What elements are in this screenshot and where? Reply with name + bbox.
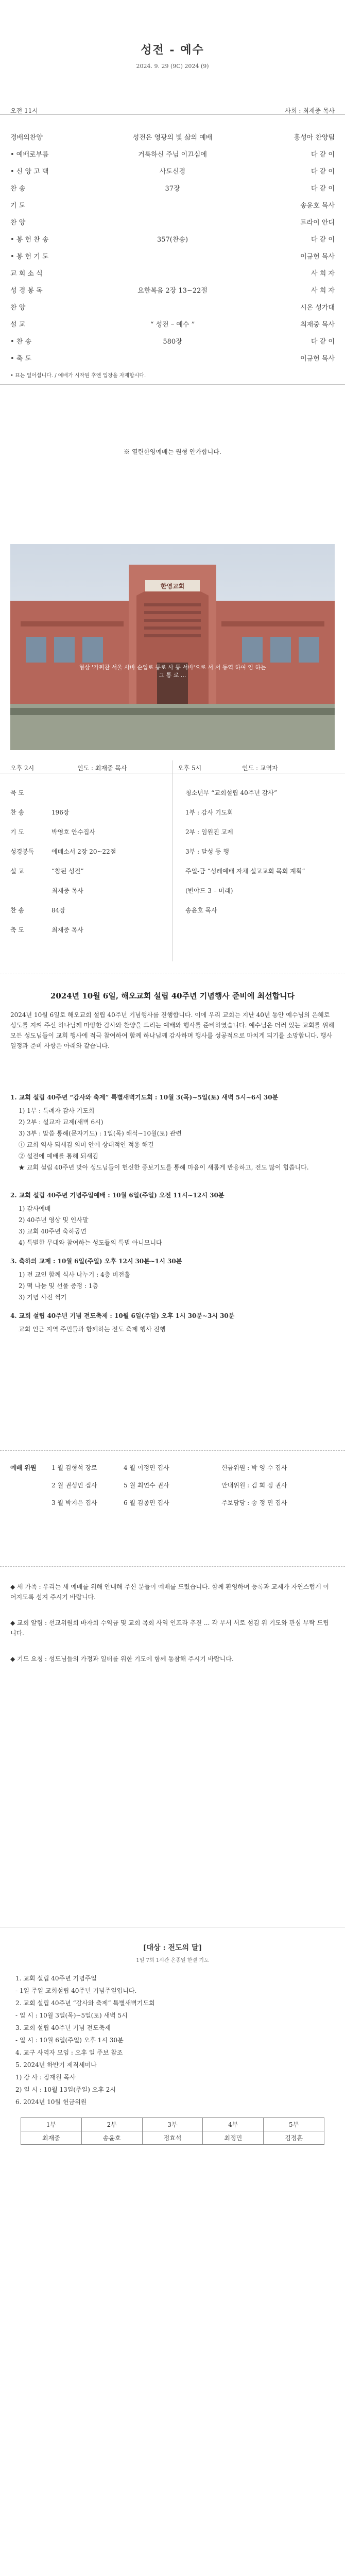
- schedule-right-value: 2부 : 임원진 교제: [185, 828, 233, 836]
- prayer-title: [대상 : 전도의 달]: [143, 1944, 202, 1952]
- offering-table-head-cell: 4부: [203, 2118, 264, 2131]
- service-row-content: “ 성전 – 예수 ”: [150, 321, 195, 329]
- service-row: [10, 350, 335, 365]
- service-row-leader: 트라이 안디: [300, 219, 335, 227]
- service-row-content: 580장: [163, 338, 182, 346]
- service-row-leader: 다 같 이: [311, 168, 335, 176]
- schedule-left-value: 최재중 목사: [51, 926, 83, 934]
- notice-item-line: 1) 감사예배: [19, 1205, 51, 1212]
- service-row-label: • 봉 헌 찬 송: [10, 236, 49, 244]
- offering-table-head-cell: 3부: [142, 2118, 203, 2131]
- service-row: [10, 129, 335, 144]
- schedule-left-label: 축 도: [10, 926, 24, 934]
- schedule-right-value: 송윤호 목사: [185, 907, 217, 914]
- notice-item-line: 2) 2부 : 설교자 교제(새벽 6시): [19, 1118, 104, 1126]
- service-row-leader: 다 같 이: [311, 236, 335, 244]
- schedule-right-value: 청소년부 “교회설립 40주년 감사”: [185, 789, 278, 796]
- service-row: [10, 214, 335, 229]
- service-row-leader: 사 회 자: [311, 270, 335, 278]
- page-title: 성전 - 예수: [141, 43, 204, 57]
- schedule-left-label: 찬 송: [10, 809, 24, 816]
- offering-table-cell: 송윤호: [81, 2131, 142, 2145]
- service-host-label: 사회 : 최재중 목사: [285, 107, 335, 114]
- notice-intro: 2024년 10월 6일로 해오교회 설립 40주년 기념행사를 진행합니다. 이에 우리 교회는 지난 40년 동안 예수님의 은혜로 성도를 지켜 주신 하나님께 마땅한 감사와 찬양을 드리는 예배와 행사를 준비하였습니다. 예수님은 더러 있는 교회를 위해 모든 성도님들이 교회 행사에 적극 참여하여 함께 하나님께 감사하며 행사를 성공적으로 마치게 되기를 소망합니다. 행사 일정과 준비 사항은 아래와 같습니다.: [10, 1011, 335, 1049]
- notice-item-title: 1. 교회 설립 40주년 “감사와 축제” 특별새벽기도회 : 10월 3(목)~5일(토) 새벽 5시~6시 30분: [10, 1094, 279, 1101]
- schedule-left-label: 성경봉독: [10, 848, 34, 855]
- offering-table-cell: 최정민: [203, 2131, 264, 2145]
- service-row: [10, 146, 335, 161]
- notice-item-line: 1) 전 교인 함께 식사 나누기 : 4층 비전홀: [19, 1271, 130, 1278]
- offering-table-head-cell: 2부: [81, 2118, 142, 2131]
- prayer-item: 3. 교회 설립 40주년 기념 전도축제: [15, 2024, 111, 2031]
- notice-item-line: 3) 교회 40주년 축하공연: [19, 1228, 87, 1235]
- service-row-leader: 최재중 목사: [300, 321, 335, 329]
- service-row-content: 357(찬송): [157, 236, 188, 244]
- prayer-item: - 일 시 : 10월 6일(주일) 오후 1시 30분: [15, 2037, 124, 2044]
- news-item: ◆ 교회 알림 : 선교위원회 바자회 수익금 및 교회 목회 사역 인프라 추진 ... 각 부서 서로 섬김 위 기도와 관심 부탁 드립니다.: [10, 1619, 329, 1637]
- schedule-left-label: 기 도: [10, 828, 24, 836]
- offering-table-cell: 김정훈: [264, 2131, 324, 2145]
- service-row-content: 사도신경: [159, 168, 186, 176]
- service-row-label: 기 도: [10, 202, 26, 210]
- schedule-left-value: 최재중 목사: [51, 887, 83, 894]
- prayer-item: 4. 교구 사역자 모임 : 오후 일 주보 참조: [15, 2049, 123, 2056]
- service-row-label: 찬 송: [10, 185, 26, 193]
- servers-top-rule: [0, 1450, 345, 1451]
- service-row: [10, 163, 335, 178]
- servers-item: 3 월 박지은 집사: [51, 1499, 97, 1506]
- prayer-item: 5. 2024년 하반기 제직세미나: [15, 2061, 97, 2069]
- service-row: [10, 282, 335, 297]
- service-row-leader: 송윤호 목사: [300, 202, 335, 210]
- service-row-leader: 홍성아 찬양팀: [294, 134, 335, 142]
- prayer-item: 1. 교회 설립 40주년 기념주일: [15, 1975, 97, 1982]
- news-top-rule: [0, 1566, 345, 1567]
- service-row: [10, 333, 335, 348]
- church-building-illustration: [10, 544, 335, 750]
- servers-item: 주보담당 : 송 정 민 집사: [221, 1499, 287, 1506]
- service-row-label: • 봉 헌 기 도: [10, 253, 49, 261]
- schedule-right-value: 1부 : 감사 기도회: [185, 809, 233, 816]
- service-bottom-rule: [0, 384, 345, 385]
- service-row: [10, 231, 335, 246]
- notice-item-title: 4. 교회 설립 40주년 기념 전도축제 : 10월 6일(주일) 오후 1시 30분~3시 30분: [10, 1312, 235, 1319]
- service-row-label: 찬 양: [10, 219, 26, 227]
- service-row-leader: 사 회 자: [311, 287, 335, 295]
- service-row: [10, 265, 335, 280]
- service-row-content: 거룩하신 주님 이끄심에: [138, 151, 207, 159]
- date-line: 2024. 9. 29 (9C) 2024 (9): [136, 63, 209, 70]
- prayer-item: - 1일 주일 교회설립 40주년 기념주일입니다.: [15, 1987, 137, 1994]
- prayer-item: 2) 일 시 : 10월 13일(주일) 오후 2시: [15, 2086, 116, 2093]
- notice-item-line: 교회 인근 지역 주민들과 함께하는 전도 축제 행사 진행: [19, 1326, 166, 1333]
- prayer-item: 2. 교회 설립 40주년 “감사와 축제” 특별새벽기도회: [15, 1999, 155, 2007]
- offering-table: [21, 2117, 324, 2145]
- schedule-right-leader: 인도 : 교역자: [242, 765, 278, 772]
- service-note: • 표는 일어섭니다. / 예배가 시작된 후엔 입장을 자제합시다.: [10, 373, 146, 379]
- service-row-label: • 예배로부름: [10, 151, 49, 159]
- church-photo: [10, 544, 335, 750]
- service-row-content: 37장: [165, 185, 180, 193]
- schedule-left-leader: 인도 : 최재중 목사: [77, 765, 127, 772]
- service-time-label: 오전 11시: [10, 107, 38, 114]
- schedule-left-value: 박영호 안수집사: [51, 828, 95, 836]
- servers-item: 2 월 권성민 집사: [51, 1482, 97, 1489]
- notice-item-line: 1) 1부 : 특례자 감사 기도회: [19, 1107, 95, 1114]
- service-row: [10, 180, 335, 195]
- prayer-item: 1) 강 사 : 장재원 목사: [15, 2074, 76, 2081]
- news-item: ◆ 새 가족 : 우리는 새 예배를 위해 안내해 주신 분들이 예배를 드렸습니다. 함께 환영하며 등록과 교제가 자연스럽게 이어지도록 섬겨 주시기 바랍니다.: [10, 1583, 329, 1601]
- service-row-label: 찬 양: [10, 304, 26, 312]
- notice-item-line: ① 교회 역사 되새김 의미 안에 상대적인 적용 해결: [19, 1141, 154, 1148]
- service-row-label: 설 교: [10, 321, 26, 329]
- schedule-left-time: 오후 2시: [10, 765, 34, 772]
- service-row: [10, 299, 335, 314]
- service-row: [10, 197, 335, 212]
- service-row: [10, 248, 335, 263]
- schedule-left-value: 84장: [51, 907, 65, 914]
- notice-title: 2024년 10월 6일, 해오교회 설립 40주년 기념행사 준비에 최선합니다: [50, 991, 295, 1001]
- servers-item: 1 월 김형석 장로: [51, 1464, 97, 1471]
- service-row-leader: 이규헌 목사: [300, 253, 335, 261]
- prayer-item: - 일 시 : 10월 3일(목)~5일(토) 새벽 5시: [15, 2012, 128, 2019]
- notice-item-line: 4) 특별한 무대와 참여하는 성도들의 특별 아니므니다: [19, 1239, 162, 1246]
- schedule-right-time: 오후 5시: [178, 765, 202, 772]
- news-item: ◆ 기도 요청 : 성도님들의 가정과 일터를 위한 기도에 함께 동참해 주시기 바랍니다.: [10, 1655, 234, 1663]
- church-sign: 한영교회: [160, 583, 185, 590]
- servers-item: 5 월 최연수 권사: [124, 1482, 169, 1489]
- offering-table-head-cell: 5부: [264, 2118, 324, 2131]
- servers-item: 헌금위원 : 박 영 수 집사: [221, 1464, 287, 1471]
- service-row-leader: 이규헌 목사: [300, 355, 335, 363]
- service-row-label: 경배의찬양: [10, 134, 43, 142]
- service-row-content: 요한복음 2장 13~22절: [137, 287, 208, 295]
- notice-item-line: 2) 떡 나눔 및 선물 증정 : 1층: [19, 1282, 99, 1290]
- schedule-left-value: 196장: [51, 809, 70, 816]
- notice-item-line: 3) 기념 사진 찍기: [19, 1294, 67, 1301]
- servers-item: 안내위원 : 김 희 정 권사: [221, 1482, 287, 1489]
- service-row-leader: 시온 성가대: [300, 304, 335, 312]
- service-row: [10, 316, 335, 331]
- servers-item: 4 월 이정민 집사: [124, 1464, 169, 1471]
- schedule-right-value: 주일-금 “성례예배 자체 설교교회 목회 계획”: [185, 868, 305, 875]
- schedule-left-label: 찬 송: [10, 907, 24, 914]
- announcement-banner: ※ 열린한영예배는 원형 안가합니다.: [124, 448, 221, 455]
- schedule-left-label: 설 교: [10, 868, 24, 875]
- notice-item-line: ★ 교회 설립 40주년 맞아 성도님들이 헌신한 중보기도를 통해 마음이 새롭게 반응하고, 전도 많이 힘씁니다.: [19, 1164, 309, 1171]
- service-row-content: 성전은 영광의 빛 삶의 예배: [132, 134, 213, 142]
- notice-item-line: ② 설전에 예배를 통해 되새김: [19, 1153, 98, 1160]
- notice-item-line: 3) 3부 : 말씀 통해(문자기도) : 1일(목) 해석~10월(토) 관련: [19, 1130, 182, 1137]
- service-row-label: 성 경 봉 독: [10, 287, 43, 295]
- photo-caption: 형상 '가쩌찬 서울 사바 순입로 통로 사 통 서바'으로 서 서 동역 하여 임 하는 그 통 로 ...: [79, 664, 266, 679]
- offering-table-cell: 정효석: [142, 2131, 203, 2145]
- service-row-leader: 다 같 이: [311, 185, 335, 193]
- servers-label: 예배 위원: [10, 1464, 37, 1471]
- schedule-left-label: 묵 도: [10, 789, 24, 796]
- service-row-label: • 찬 송: [10, 338, 32, 346]
- offering-table-header: [21, 2118, 324, 2131]
- offering-table-cell: 최재중: [21, 2131, 82, 2145]
- servers-item: 6 월 김종민 집사: [124, 1499, 169, 1506]
- service-row-leader: 다 같 이: [311, 338, 335, 346]
- notice-item-line: 2) 40주년 영상 및 인사말: [19, 1216, 89, 1224]
- schedule-left-value: “참된 성전”: [51, 868, 84, 875]
- service-row-label: • 축 도: [10, 355, 32, 363]
- notice-item-title: 2. 교회 설립 40주년 기념주일예배 : 10월 6일(주일) 오전 11시~12시 30분: [10, 1192, 225, 1199]
- schedule-left-value: 에베소서 2장 20~22절: [51, 848, 116, 855]
- prayer-item: 6. 2024년 10월 헌금위원: [15, 2098, 87, 2106]
- offering-table-row: [21, 2131, 324, 2145]
- schedule-right-value: (빈야드 3 – 미래): [185, 887, 233, 894]
- schedule-right-value: 3부 : 달성 등 행: [185, 848, 229, 855]
- service-row-label: 교 회 소 식: [10, 270, 43, 278]
- prayer-subtitle: 1일 7회 1시간 온종일 한결 기도: [136, 1958, 209, 1963]
- notice-item-title: 3. 축하의 교제 : 10월 6일(주일) 오후 12시 30분~1시 30분: [10, 1258, 182, 1265]
- offering-table-head-cell: 1부: [21, 2118, 82, 2131]
- service-row-label: • 신 앙 고 백: [10, 168, 49, 176]
- service-row-leader: 다 같 이: [311, 151, 335, 159]
